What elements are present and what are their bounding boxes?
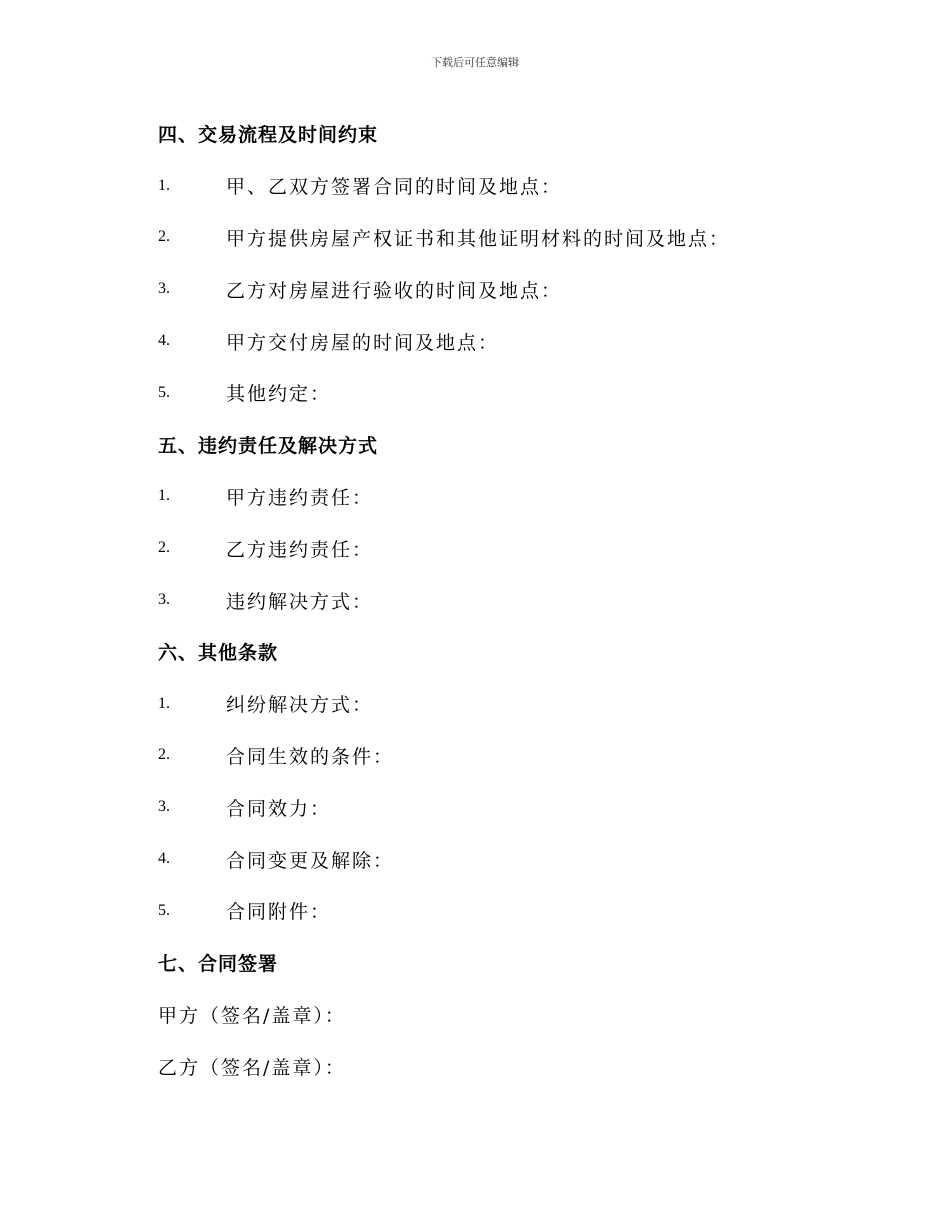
item-text: 甲方交付房屋的时间及地点： bbox=[226, 331, 500, 354]
list-item bbox=[158, 574, 858, 626]
party-a-signature-line: 甲方（签名/盖章）： bbox=[158, 1004, 346, 1027]
header-note: 下载后可任意编辑 bbox=[431, 56, 519, 69]
item-text: 合同附件： bbox=[226, 901, 332, 924]
list-item bbox=[158, 833, 858, 885]
item-number: 2. bbox=[158, 228, 170, 246]
section-heading-4: 四、交易流程及时间约束 bbox=[158, 124, 379, 147]
list-item bbox=[158, 315, 858, 367]
item-text: 违约解决方式： bbox=[226, 590, 374, 613]
party-b-signature-line: 乙方（签名/盖章）： bbox=[158, 1056, 346, 1079]
item-number: 1. bbox=[158, 694, 170, 712]
item-number: 3. bbox=[158, 280, 170, 298]
item-number: 2. bbox=[158, 746, 170, 764]
list-item bbox=[158, 263, 858, 315]
list-item bbox=[158, 678, 858, 730]
item-number: 4. bbox=[158, 332, 170, 350]
document-body bbox=[158, 108, 858, 1092]
section-heading-7: 七、合同签署 bbox=[158, 953, 279, 976]
item-text: 合同生效的条件： bbox=[226, 745, 395, 768]
section-heading-5: 五、违约责任及解决方式 bbox=[158, 435, 379, 458]
item-number: 3. bbox=[158, 591, 170, 609]
section-heading-6: 六、其他条款 bbox=[158, 642, 279, 665]
item-text: 其他约定： bbox=[226, 383, 332, 406]
item-number: 4. bbox=[158, 850, 170, 868]
list-item bbox=[158, 160, 858, 212]
list-item bbox=[158, 212, 858, 264]
item-text: 甲方违约责任： bbox=[226, 486, 374, 509]
item-text: 合同变更及解除： bbox=[226, 849, 395, 872]
item-number: 1. bbox=[158, 487, 170, 505]
item-text: 乙方违约责任： bbox=[226, 538, 374, 561]
item-text: 甲方提供房屋产权证书和其他证明材料的时间及地点： bbox=[226, 227, 731, 250]
item-number: 5. bbox=[158, 901, 170, 919]
item-text: 乙方对房屋进行验收的时间及地点： bbox=[226, 279, 563, 302]
item-number: 5. bbox=[158, 383, 170, 401]
list-item bbox=[158, 471, 858, 523]
item-text: 合同效力： bbox=[226, 797, 332, 820]
item-number: 3. bbox=[158, 798, 170, 816]
item-text: 甲、乙双方签署合同的时间及地点： bbox=[226, 176, 563, 199]
item-number: 1. bbox=[158, 176, 170, 194]
list-item bbox=[158, 730, 858, 782]
list-item bbox=[158, 781, 858, 833]
list-item bbox=[158, 367, 858, 419]
list-item bbox=[158, 522, 858, 574]
item-text: 纠纷解决方式： bbox=[226, 694, 374, 717]
item-number: 2. bbox=[158, 539, 170, 557]
list-item bbox=[158, 885, 858, 937]
